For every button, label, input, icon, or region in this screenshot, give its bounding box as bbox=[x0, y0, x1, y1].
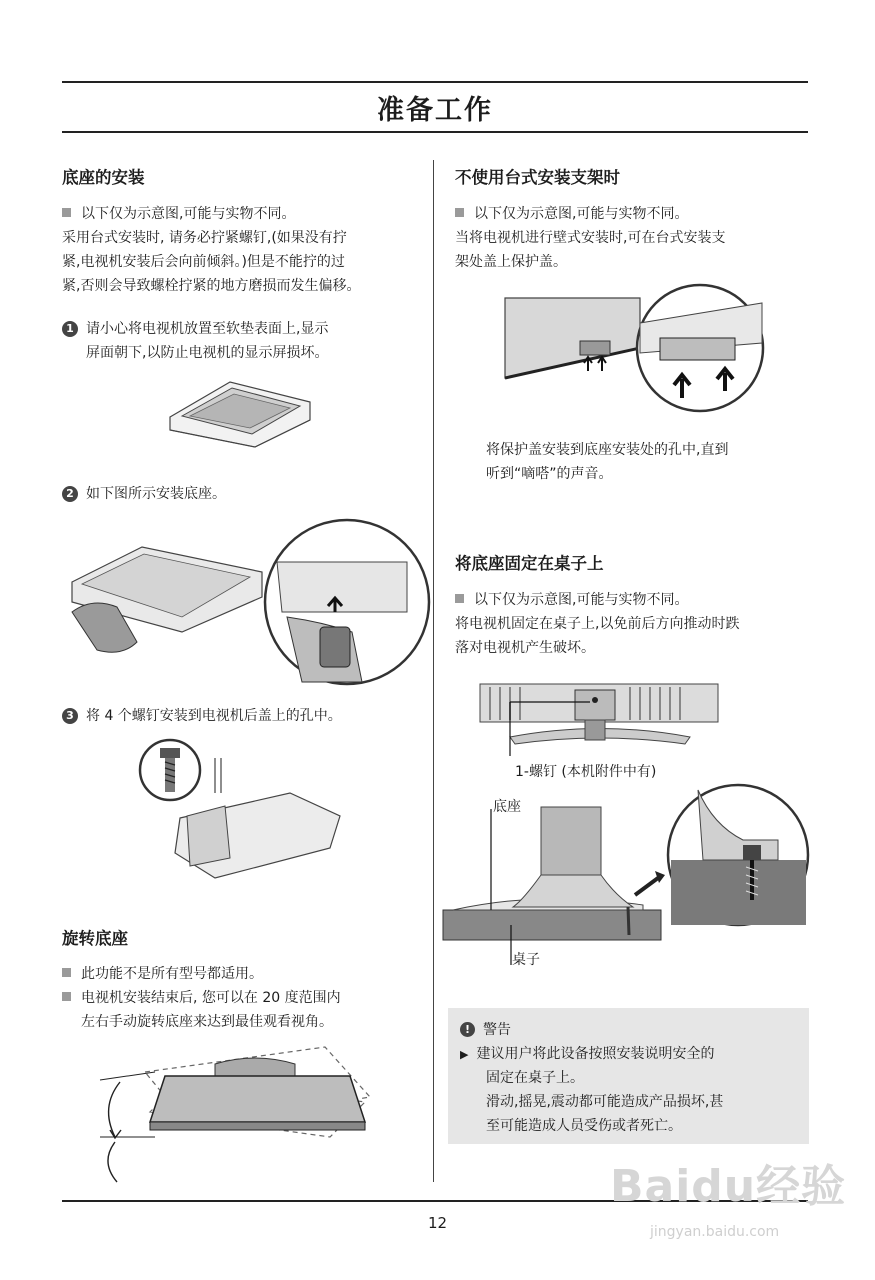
rotate-item-text: 此功能不是所有型号都适用。 bbox=[81, 966, 263, 982]
step-2 bbox=[62, 482, 226, 506]
fix-desk-body-1: 将电视机固定在桌子上,以免前后方向推动时跌 bbox=[455, 616, 740, 632]
base-install-body-1: 采用台式安装时, 请务必拧紧螺钉,(如果没有拧 bbox=[62, 230, 347, 246]
no-stand-body-2: 架处盖上保护盖。 bbox=[455, 254, 567, 270]
step-1 bbox=[62, 317, 328, 341]
tv-back-screw-illustration bbox=[480, 682, 720, 757]
base-install-heading: 底座的安装 bbox=[62, 168, 145, 187]
step-1-line-2: 屏面朝下,以防止电视机的显示屏损坏。 bbox=[86, 345, 329, 361]
square-bullet-icon bbox=[62, 992, 71, 1001]
screws-illustration bbox=[135, 738, 350, 888]
rotate-item-2-cont: 左右手动旋转底座来达到最佳观看视角。 bbox=[81, 1014, 333, 1030]
tv-on-cushion-illustration bbox=[160, 372, 320, 452]
warning-line-4: 至可能造成人员受伤或者死亡。 bbox=[486, 1118, 682, 1134]
exclamation-icon: ! bbox=[460, 1022, 475, 1037]
square-bullet-icon bbox=[62, 208, 71, 217]
square-bullet-icon bbox=[455, 594, 464, 603]
rotate-item-1 bbox=[62, 962, 263, 986]
fix-desk-heading: 将底座固定在桌子上 bbox=[455, 554, 604, 573]
baidu-watermark-url: jingyan.baidu.com bbox=[650, 1224, 780, 1240]
step-number: 1 bbox=[62, 321, 78, 337]
no-stand-heading: 不使用台式安装支架时 bbox=[455, 168, 620, 187]
step-number: 2 bbox=[62, 486, 78, 502]
step-2-text: 如下图所示安装底座。 bbox=[86, 486, 226, 502]
square-bullet-icon bbox=[62, 968, 71, 977]
page-number: 12 bbox=[427, 1214, 448, 1232]
top-rule bbox=[62, 81, 808, 83]
fix-desk-body-2: 落对电视机产生破坏。 bbox=[455, 640, 595, 656]
step-3-text: 将 4 个螺钉安装到电视机后盖上的孔中。 bbox=[86, 708, 342, 724]
square-bullet-icon bbox=[455, 208, 464, 217]
base-install-note bbox=[62, 202, 295, 226]
rotation-illustration bbox=[95, 1042, 380, 1182]
title-rule bbox=[62, 131, 808, 133]
warning-line-1 bbox=[460, 1042, 714, 1067]
page-title: 准备工作 bbox=[377, 95, 493, 126]
base-install-body-2: 紧,电视机安装后会向前倾斜。)但是不能拧的过 bbox=[62, 254, 345, 270]
step-number: 3 bbox=[62, 708, 78, 724]
rotate-item-2 bbox=[62, 986, 341, 1010]
note-text: 以下仅为示意图,可能与实物不同。 bbox=[81, 206, 296, 222]
stand-attach-illustration bbox=[62, 522, 412, 692]
note-text: 以下仅为示意图,可能与实物不同。 bbox=[474, 206, 689, 222]
step-3 bbox=[62, 704, 342, 728]
warning-line-3: 滑动,摇晃,震动都可能造成产品损坏,甚 bbox=[486, 1094, 724, 1110]
warning-text: 建议用户将此设备按照安装说明安全的 bbox=[476, 1046, 715, 1062]
cover-caption-2: 听到“嘀嗒”的声音。 bbox=[486, 466, 613, 482]
warning-title bbox=[460, 1018, 511, 1042]
label-desk: 桌子 bbox=[512, 952, 540, 968]
play-arrow-icon: ▶ bbox=[460, 1048, 469, 1061]
rotate-heading: 旋转底座 bbox=[62, 929, 128, 948]
no-stand-note bbox=[455, 202, 688, 226]
label-base: 底座 bbox=[493, 799, 521, 815]
label-screw: 1-螺钉 (本机附件中有) bbox=[515, 764, 657, 780]
step-1-line-1: 请小心将电视机放置至软垫表面上,显示 bbox=[86, 321, 329, 337]
warning-title-text: 警告 bbox=[483, 1022, 511, 1038]
base-install-body-3: 紧,否则会导致螺栓拧紧的地方磨损而发生偏移。 bbox=[62, 278, 361, 294]
cover-caption-1: 将保护盖安装到底座安装处的孔中,直到 bbox=[486, 442, 729, 458]
fix-desk-note bbox=[455, 588, 688, 612]
rotate-item-text: 电视机安装结束后, 您可以在 20 度范围内 bbox=[81, 990, 341, 1006]
baidu-watermark-logo: Baidu经验 bbox=[610, 1161, 847, 1212]
protective-cover-illustration bbox=[500, 283, 765, 413]
warning-box bbox=[448, 1008, 809, 1144]
note-text: 以下仅为示意图,可能与实物不同。 bbox=[474, 592, 689, 608]
column-divider bbox=[433, 160, 434, 1182]
no-stand-body-1: 当将电视机进行壁式安装时,可在台式安装支 bbox=[455, 230, 726, 246]
warning-line-2: 固定在桌子上。 bbox=[486, 1070, 584, 1086]
